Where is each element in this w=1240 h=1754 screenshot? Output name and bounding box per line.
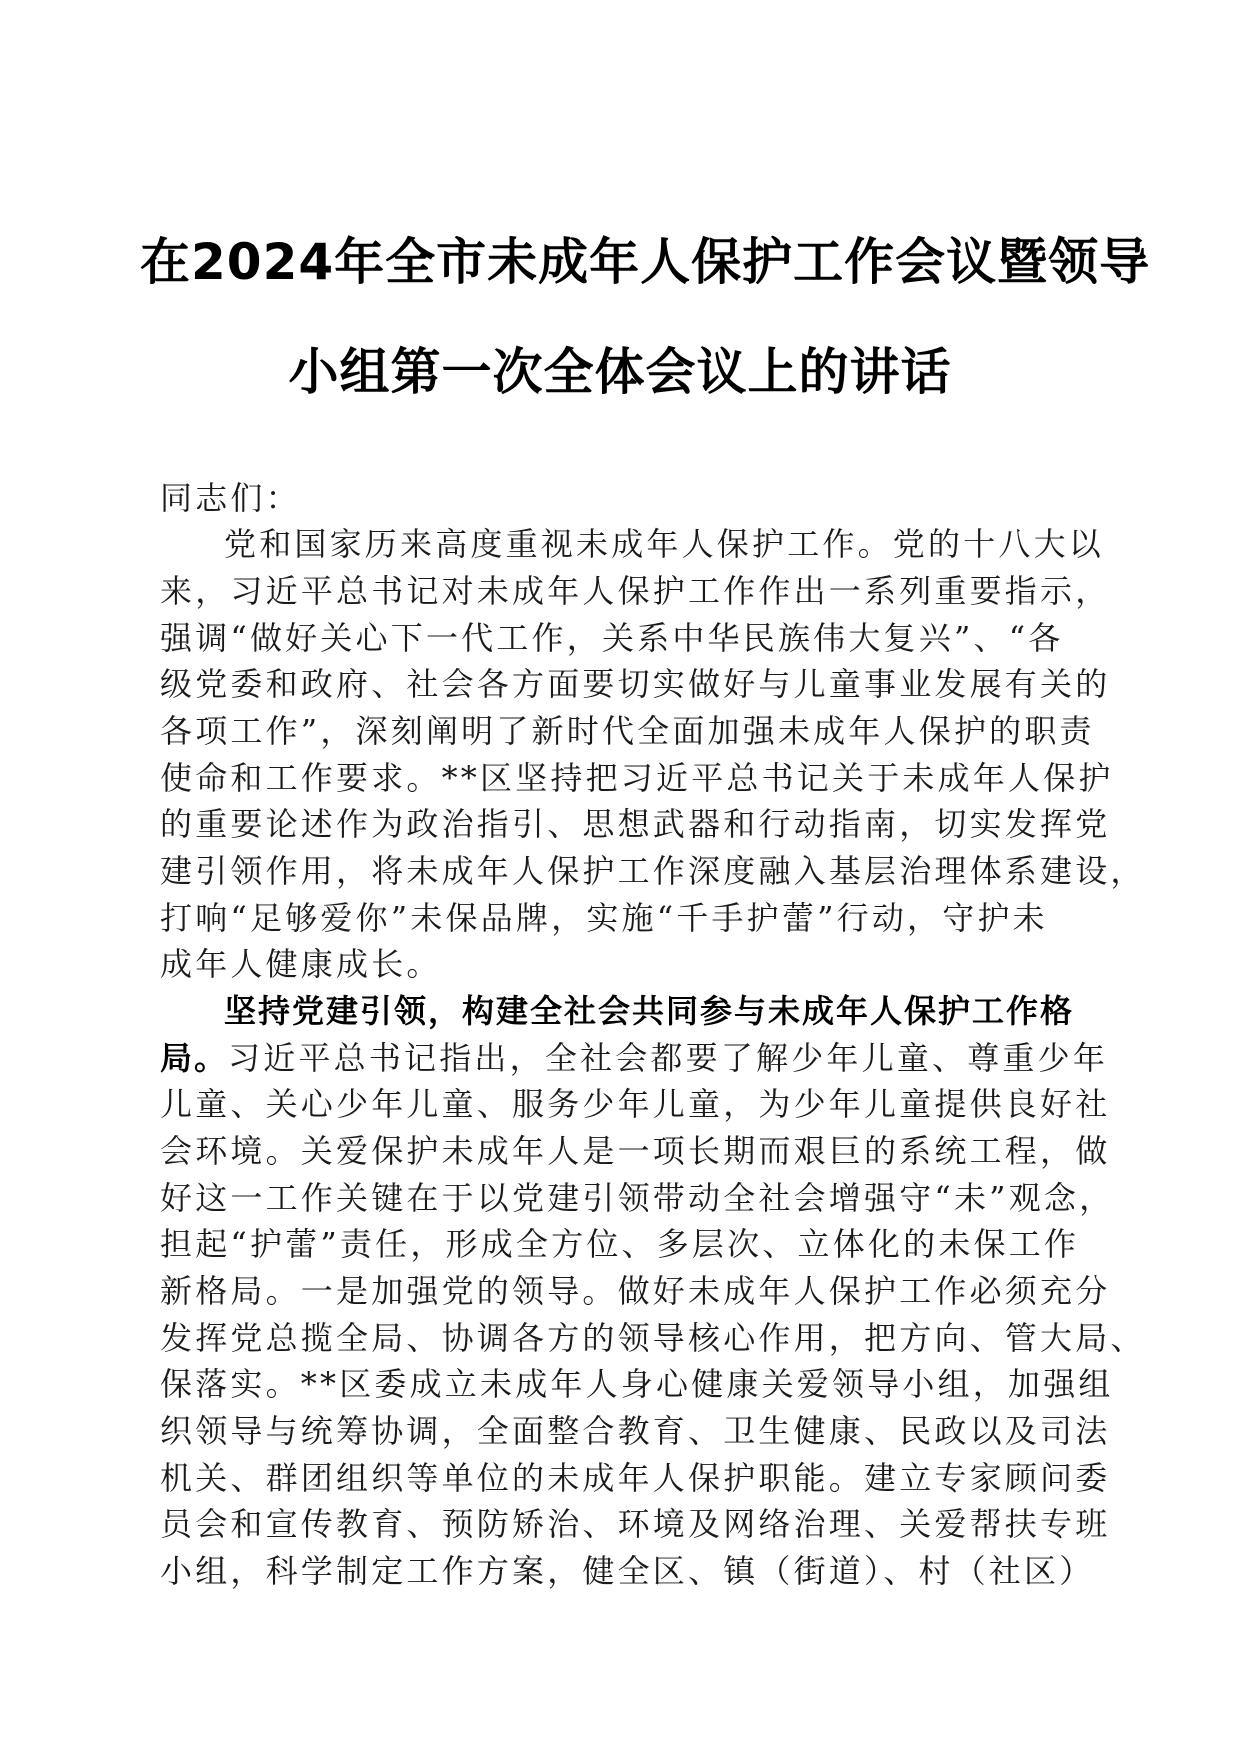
paragraph-1-line: 的重要论述作为政治指引、思想武器和行动指南，切实发挥党 (160, 805, 1111, 843)
paragraph-2-line: 机关、群团组织等单位的未成年人保护职能。建立专家顾问委 (160, 1459, 1111, 1497)
paragraph-2-line: 发挥党总揽全局、协调各方的领导核心作用，把方向、管大局、 (160, 1319, 1146, 1357)
paragraph-2-line: 好这一工作关键在于以党建引领带动全社会增强守“未”观念， (160, 1179, 1115, 1217)
paragraph-2-line: 保落实。**区委成立未成年人身心健康关爱领导小组，加强组 (160, 1365, 1114, 1403)
paragraph-1-line: 成年人健康成长。 (160, 945, 442, 983)
paragraph-2-line: 担起“护蕾”责任，形成全方位、多层次、立体化的未保工作 (160, 1225, 1080, 1263)
paragraph-1-line: 使命和工作要求。**区坚持把习近平总书记关于未成年人保护 (160, 759, 1114, 797)
paragraph-2-line: 小组，科学制定工作方案，健全区、镇（街道）、村（社区） (160, 1552, 1095, 1590)
paragraph-2-line: 会环境。关爱保护未成年人是一项长期而艰巨的系统工程，做 (160, 1132, 1111, 1170)
paragraph-2-heading: 坚持党建引领，构建全社会共同参与未成年人保护工作格 (224, 992, 1075, 1030)
paragraph-1-line: 来，习近平总书记对未成年人保护工作作出一系列重要指示， (160, 572, 1111, 610)
paragraph-2-line: 儿童、关心少年儿童、服务少年儿童，为少年儿童提供良好社 (160, 1085, 1111, 1123)
paragraph-2-line: 员会和宣传教育、预防矫治、环境及网络治理、关爱帮扶专班 (160, 1505, 1111, 1543)
paragraph-2-line: 新格局。一是加强党的领导。做好未成年人保护工作必须充分 (160, 1272, 1111, 1310)
document-title-line-2: 小组第一次全体会议上的讲话 (288, 343, 952, 401)
paragraph-2-line: 织领导与统筹协调，全面整合教育、卫生健康、民政以及司法 (160, 1412, 1111, 1450)
paragraph-1-line: 打响“足够爱你”未保品牌，实施“千手护蕾”行动，守护未 (160, 899, 1048, 937)
paragraph-1-line: 强调“做好关心下一代工作，关系中华民族伟大复兴”、“各 (160, 619, 1064, 657)
salutation: 同志们： (160, 479, 301, 517)
paragraph-1-line: 建引领作用，将未成年人保护工作深度融入基层治理体系建设， (160, 852, 1146, 890)
document-title-line-1: 在2024年全市未成年人保护工作会议暨领导 (140, 233, 1151, 291)
paragraph-2-line (160, 1038, 1109, 1078)
paragraph-1-line: 各项工作”，深刻阐明了新时代全面加强未成年人保护的职责 (160, 712, 1095, 750)
paragraph-1-line: 党和国家历来高度重视未成年人保护工作。党的十八大以 (224, 525, 1105, 563)
paragraph-1-line: 级党委和政府、社会各方面要切实做好与儿童事业发展有关的 (160, 665, 1111, 703)
paragraph-2-line-text: 习近平总书记指出，全社会都要了解少年儿童、尊重少年 (228, 1039, 1109, 1077)
paragraph-2-heading-end: 局。 (160, 1039, 229, 1077)
